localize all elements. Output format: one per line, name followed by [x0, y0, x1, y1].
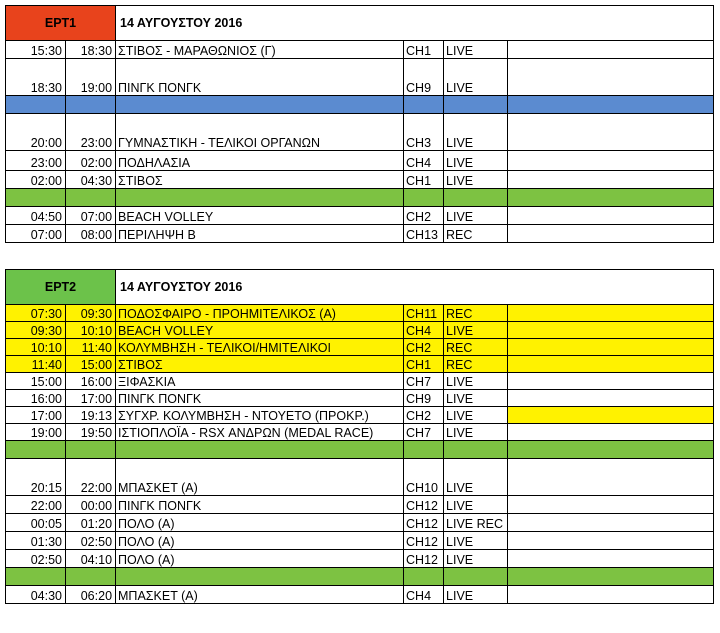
divider-cell	[444, 568, 508, 586]
start-time-cell: 20:15	[6, 459, 66, 496]
end-time-cell: 08:00	[66, 225, 116, 243]
broadcast-type-cell: LIVE	[444, 407, 508, 424]
notes-cell	[508, 514, 714, 532]
start-time-cell: 16:00	[6, 390, 66, 407]
channel-cell: CH7	[404, 373, 444, 390]
schedule-row	[6, 305, 714, 322]
end-time-cell: 17:00	[66, 390, 116, 407]
end-time-cell: 06:20	[66, 586, 116, 604]
event-name-cell: BEACH VOLLEY	[116, 207, 404, 225]
event-name-cell: ΠΟΔΟΣΦΑΙΡΟ - ΠΡΟΗΜΙΤΕΛΙΚΟΣ (Α)	[116, 305, 404, 322]
event-name-cell: ΓΥΜΝΑΣΤΙΚΗ - ΤΕΛΙΚΟΙ ΟΡΓΑΝΩΝ	[116, 114, 404, 151]
channel-cell: CH2	[404, 339, 444, 356]
channel-cell: CH4	[404, 322, 444, 339]
broadcast-type-cell: REC	[444, 305, 508, 322]
divider-cell	[508, 568, 714, 586]
notes-cell	[508, 59, 714, 96]
start-time-cell: 00:05	[6, 514, 66, 532]
end-time-cell: 11:40	[66, 339, 116, 356]
event-name-cell: ΠΙΝΓΚ ΠΟΝΓΚ	[116, 496, 404, 514]
end-time-cell: 15:00	[66, 356, 116, 373]
event-name-cell: ΣΤΙΒΟΣ	[116, 171, 404, 189]
schedule-date: 14 ΑΥΓΟΥΣΤΟΥ 2016	[116, 270, 714, 305]
end-time-cell: 22:00	[66, 459, 116, 496]
channel-cell: CH1	[404, 171, 444, 189]
event-name-cell: ΣΥΓΧΡ. ΚΟΛΥΜΒΗΣΗ - ΝΤΟΥΕΤΟ (ΠΡΟΚΡ.)	[116, 407, 404, 424]
event-name-cell: ΣΤΙΒΟΣ - ΜΑΡΑΘΩΝΙΟΣ (Γ)	[116, 41, 404, 59]
start-time-cell: 15:30	[6, 41, 66, 59]
channel-cell: CH13	[404, 225, 444, 243]
divider-cell	[6, 568, 66, 586]
divider-cell	[116, 189, 404, 207]
start-time-cell: 22:00	[6, 496, 66, 514]
divider-cell	[66, 189, 116, 207]
divider-row	[6, 96, 714, 114]
schedule-row	[6, 114, 714, 151]
divider-cell	[404, 568, 444, 586]
channel-cell: CH7	[404, 424, 444, 441]
event-name-cell: ΠΕΡΙΛΗΨΗ Β	[116, 225, 404, 243]
section-header	[6, 6, 714, 41]
start-time-cell: 04:30	[6, 586, 66, 604]
end-time-cell: 19:50	[66, 424, 116, 441]
event-name-cell: ΠΙΝΓΚ ΠΟΝΓΚ	[116, 390, 404, 407]
divider-cell	[404, 189, 444, 207]
start-time-cell: 10:10	[6, 339, 66, 356]
divider-row	[6, 441, 714, 459]
start-time-cell: 09:30	[6, 322, 66, 339]
notes-cell	[508, 171, 714, 189]
notes-cell	[508, 225, 714, 243]
divider-cell	[508, 189, 714, 207]
channel-cell: CH12	[404, 496, 444, 514]
end-time-cell: 18:30	[66, 41, 116, 59]
broadcast-type-cell: LIVE	[444, 459, 508, 496]
divider-cell	[508, 96, 714, 114]
divider-cell	[444, 441, 508, 459]
ert1-schedule-table	[5, 5, 714, 243]
broadcast-type-cell: REC	[444, 225, 508, 243]
divider-cell	[6, 96, 66, 114]
notes-cell	[508, 339, 714, 356]
start-time-cell: 19:00	[6, 424, 66, 441]
schedule-row	[6, 586, 714, 604]
broadcast-type-cell: LIVE	[444, 390, 508, 407]
section-header	[6, 270, 714, 305]
schedule-row	[6, 339, 714, 356]
start-time-cell: 07:00	[6, 225, 66, 243]
broadcast-type-cell: LIVE	[444, 59, 508, 96]
divider-cell	[6, 189, 66, 207]
notes-cell	[508, 550, 714, 568]
end-time-cell: 16:00	[66, 373, 116, 390]
event-name-cell: BEACH VOLLEY	[116, 322, 404, 339]
notes-cell	[508, 459, 714, 496]
channel-cell: CH12	[404, 514, 444, 532]
ert2-schedule-table	[5, 269, 714, 604]
channel-cell: CH11	[404, 305, 444, 322]
notes-cell	[508, 390, 714, 407]
start-time-cell: 17:00	[6, 407, 66, 424]
channel-cell: CH4	[404, 586, 444, 604]
channel-badge: ΕΡΤ1	[6, 6, 116, 41]
schedule-date: 14 ΑΥΓΟΥΣΤΟΥ 2016	[116, 6, 714, 41]
channel-cell: CH12	[404, 532, 444, 550]
broadcast-type-cell: LIVE	[444, 496, 508, 514]
end-time-cell: 04:10	[66, 550, 116, 568]
divider-cell	[404, 96, 444, 114]
notes-cell	[508, 407, 714, 424]
channel-cell: CH10	[404, 459, 444, 496]
start-time-cell: 11:40	[6, 356, 66, 373]
notes-cell	[508, 305, 714, 322]
end-time-cell: 02:50	[66, 532, 116, 550]
event-name-cell: ΞΙΦΑΣΚΙΑ	[116, 373, 404, 390]
divider-cell	[6, 441, 66, 459]
divider-cell	[66, 96, 116, 114]
channel-cell: CH4	[404, 151, 444, 171]
broadcast-type-cell: REC	[444, 339, 508, 356]
notes-cell	[508, 532, 714, 550]
notes-cell	[508, 151, 714, 171]
event-name-cell: ΙΣΤΙΟΠΛΟΪΑ - RSX ΑΝΔΡΩΝ (MEDAL RACE)	[116, 424, 404, 441]
end-time-cell: 07:00	[66, 207, 116, 225]
event-name-cell: ΠΟΔΗΛΑΣΙΑ	[116, 151, 404, 171]
channel-badge: ΕΡΤ2	[6, 270, 116, 305]
end-time-cell: 02:00	[66, 151, 116, 171]
notes-cell	[508, 586, 714, 604]
end-time-cell: 09:30	[66, 305, 116, 322]
schedule-row	[6, 550, 714, 568]
channel-cell: CH2	[404, 207, 444, 225]
notes-cell	[508, 322, 714, 339]
channel-cell: CH1	[404, 41, 444, 59]
broadcast-type-cell: LIVE	[444, 207, 508, 225]
schedule-row	[6, 151, 714, 171]
schedule-row	[6, 322, 714, 339]
channel-cell: CH1	[404, 356, 444, 373]
event-name-cell: ΠΙΝΓΚ ΠΟΝΓΚ	[116, 59, 404, 96]
start-time-cell: 20:00	[6, 114, 66, 151]
notes-cell	[508, 373, 714, 390]
divider-cell	[444, 96, 508, 114]
start-time-cell: 04:50	[6, 207, 66, 225]
channel-cell: CH12	[404, 550, 444, 568]
start-time-cell: 02:50	[6, 550, 66, 568]
schedule-row	[6, 356, 714, 373]
event-name-cell: ΣΤΙΒΟΣ	[116, 356, 404, 373]
divider-cell	[116, 441, 404, 459]
notes-cell	[508, 424, 714, 441]
event-name-cell: ΠΟΛΟ (Α)	[116, 550, 404, 568]
end-time-cell: 01:20	[66, 514, 116, 532]
end-time-cell: 00:00	[66, 496, 116, 514]
notes-cell	[508, 114, 714, 151]
channel-cell: CH3	[404, 114, 444, 151]
channel-cell: CH9	[404, 59, 444, 96]
channel-cell: CH2	[404, 407, 444, 424]
divider-cell	[404, 441, 444, 459]
broadcast-type-cell: LIVE	[444, 550, 508, 568]
schedule-row	[6, 496, 714, 514]
broadcast-type-cell: LIVE	[444, 373, 508, 390]
broadcast-type-cell: LIVE	[444, 532, 508, 550]
broadcast-type-cell: LIVE	[444, 586, 508, 604]
event-name-cell: ΚΟΛΥΜΒΗΣΗ - ΤΕΛΙΚΟΙ/ΗΜΙΤΕΛΙΚΟΙ	[116, 339, 404, 356]
end-time-cell: 23:00	[66, 114, 116, 151]
start-time-cell: 01:30	[6, 532, 66, 550]
broadcast-type-cell: LIVE	[444, 171, 508, 189]
event-name-cell: ΜΠΑΣΚΕΤ (Α)	[116, 586, 404, 604]
schedule-row	[6, 514, 714, 532]
notes-cell	[508, 356, 714, 373]
schedule-row	[6, 41, 714, 59]
divider-cell	[444, 189, 508, 207]
end-time-cell: 10:10	[66, 322, 116, 339]
schedule-row	[6, 407, 714, 424]
channel-cell: CH9	[404, 390, 444, 407]
event-name-cell: ΠΟΛΟ (Α)	[116, 532, 404, 550]
divider-cell	[508, 441, 714, 459]
event-name-cell: ΠΟΛΟ (Α)	[116, 514, 404, 532]
divider-cell	[116, 568, 404, 586]
schedule-row	[6, 373, 714, 390]
end-time-cell: 19:00	[66, 59, 116, 96]
broadcast-type-cell: LIVE	[444, 41, 508, 59]
start-time-cell: 23:00	[6, 151, 66, 171]
broadcast-type-cell: LIVE	[444, 151, 508, 171]
schedule-row	[6, 424, 714, 441]
divider-cell	[66, 441, 116, 459]
divider-cell	[66, 568, 116, 586]
notes-cell	[508, 496, 714, 514]
schedule-row	[6, 390, 714, 407]
end-time-cell: 04:30	[66, 171, 116, 189]
start-time-cell: 18:30	[6, 59, 66, 96]
start-time-cell: 15:00	[6, 373, 66, 390]
broadcast-type-cell: REC	[444, 356, 508, 373]
divider-row	[6, 189, 714, 207]
schedule-row	[6, 59, 714, 96]
schedule-row	[6, 532, 714, 550]
broadcast-type-cell: LIVE	[444, 424, 508, 441]
start-time-cell: 07:30	[6, 305, 66, 322]
broadcast-type-cell: LIVE REC	[444, 514, 508, 532]
broadcast-type-cell: LIVE	[444, 114, 508, 151]
schedule-row	[6, 171, 714, 189]
end-time-cell: 19:13	[66, 407, 116, 424]
broadcast-type-cell: LIVE	[444, 322, 508, 339]
notes-cell	[508, 207, 714, 225]
divider-row	[6, 568, 714, 586]
notes-cell	[508, 41, 714, 59]
schedule-row	[6, 207, 714, 225]
event-name-cell: ΜΠΑΣΚΕΤ (Α)	[116, 459, 404, 496]
schedule-row	[6, 225, 714, 243]
divider-cell	[116, 96, 404, 114]
start-time-cell: 02:00	[6, 171, 66, 189]
schedule-row	[6, 459, 714, 496]
